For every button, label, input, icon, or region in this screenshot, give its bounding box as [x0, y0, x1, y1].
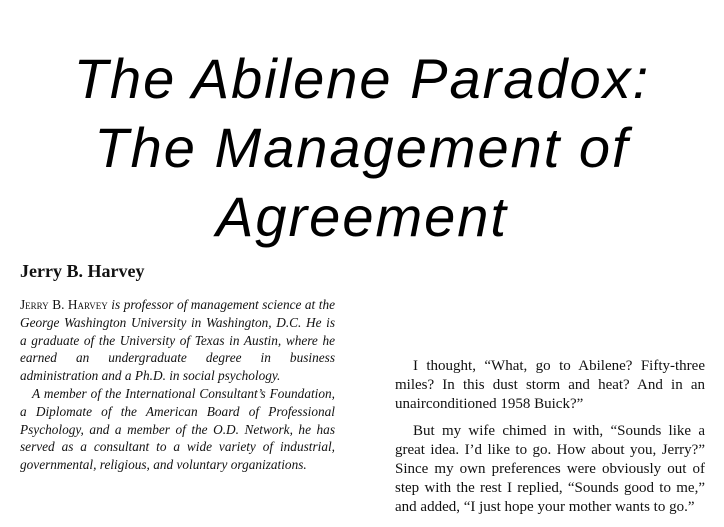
bio-author-name: Jerry B. Harvey [20, 297, 108, 312]
title-line-3: Agreement [216, 184, 508, 248]
title-line-1: The Abilene Paradox: [73, 46, 651, 110]
author-name: Jerry B. Harvey [20, 261, 145, 281]
title-line-2: The Management of [94, 115, 630, 179]
bio-paragraph-2: A member of the International Consultant’s Foundation, a Diplomate of the American Board of Professional Psychology, and a member of the O.D. Network, he has served as a consultant to a wide variety of industrial, governmental, religious, and voluntary organizations. [20, 385, 335, 473]
body-paragraph-2: But my wife chimed in with, “Sounds like a great idea. I’d like to go. How about you, Jerry?” Since my own preferences were obviously out of step with the rest I replied, “Sounds good to me,” and added, “I just hope your mother wants to go.” [395, 422, 705, 516]
bio-paragraph-1-text: is professor of management science at the George Washington University in Washington, D.C. He is a graduate of the University of Texas in Austin, where he earned an undergraduate degree in business administration and a Ph.D. in social psychology. [20, 297, 336, 384]
bio-paragraph-1 [20, 296, 335, 385]
author-bio [20, 296, 335, 474]
body-paragraph-1: I thought, “What, go to Abilene? Fifty-three miles? In this dust storm and heat? And in an unairconditioned 1958 Buick?” [395, 358, 705, 413]
article-title [0, 44, 724, 251]
article-body-column [395, 357, 705, 518]
